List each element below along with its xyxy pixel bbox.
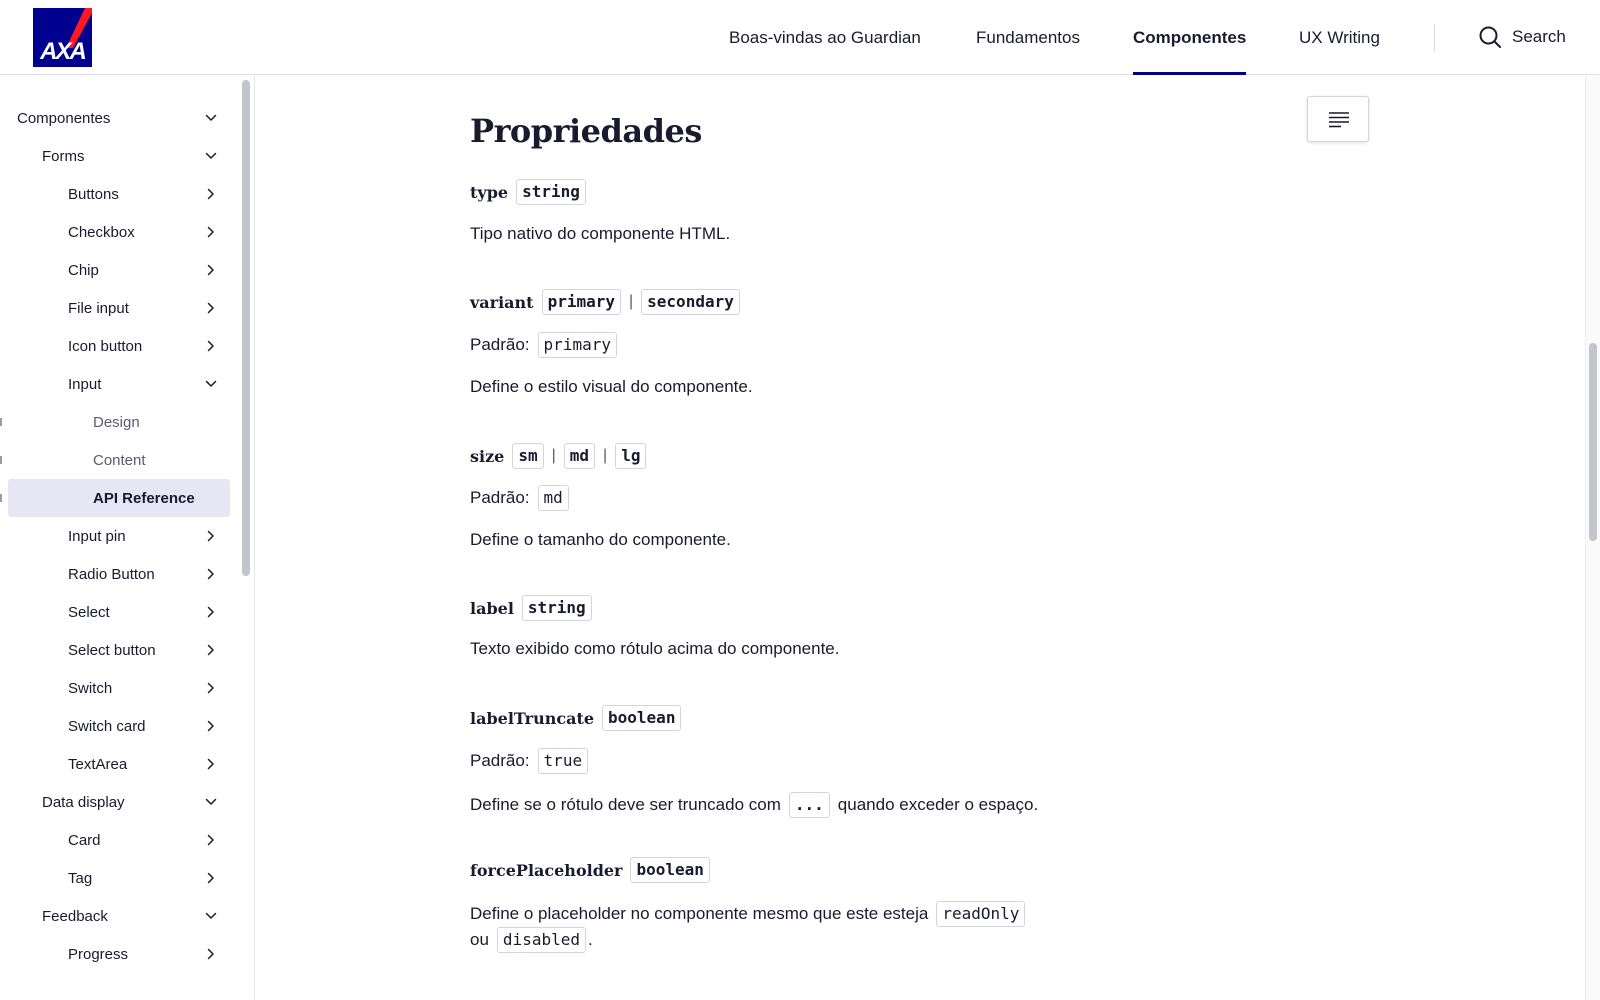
- prop-desc: Define o placeholder no componente mesmo que este esteja: [470, 904, 929, 923]
- prop-desc: Texto exibido como rótulo acima do componente.: [470, 639, 840, 658]
- tree-indicator: [0, 494, 2, 502]
- nav-divider: [1434, 24, 1435, 51]
- page-title: Propriedades: [470, 112, 702, 150]
- sidebar-item-chip[interactable]: [8, 251, 230, 289]
- sidebar-item-label: Design: [93, 413, 140, 431]
- sidebar-item-data-display[interactable]: [8, 783, 230, 821]
- prop-desc: Define se o rótulo deve ser truncado com: [470, 795, 781, 814]
- sidebar-item-label: Buttons: [68, 185, 119, 203]
- inline-code: disabled: [497, 927, 586, 953]
- chevron-down-icon[interactable]: [204, 149, 218, 163]
- prop-label-description: [470, 639, 839, 659]
- sidebar-item-label: Icon button: [68, 337, 143, 355]
- chevron-right-icon[interactable]: [204, 719, 218, 733]
- prop-forceplaceholder-heading: [470, 855, 710, 885]
- tree-indicator: [0, 456, 2, 464]
- prop-variant-description: [470, 377, 753, 397]
- sidebar-item-label: Componentes: [17, 109, 111, 127]
- chevron-right-icon[interactable]: [204, 187, 218, 201]
- prop-desc: Tipo nativo do componente HTML.: [470, 224, 731, 243]
- prop-type-badge: primary: [542, 289, 621, 315]
- prop-label-heading: [470, 593, 592, 623]
- sidebar-item-label: Content: [93, 451, 146, 469]
- sidebar-item-switch-card[interactable]: [8, 707, 230, 745]
- chevron-right-icon[interactable]: [204, 871, 218, 885]
- prop-name: label: [470, 598, 514, 618]
- type-separator: |: [629, 293, 634, 310]
- default-value: true: [538, 748, 589, 774]
- sidebar-item-label: Input pin: [68, 527, 126, 545]
- logo-text: AXA: [40, 38, 85, 65]
- prop-size-description: [470, 530, 731, 550]
- prop-labeltruncate-heading: [470, 703, 681, 733]
- sidebar-item-buttons[interactable]: [8, 175, 230, 213]
- sidebar-item-icon-button[interactable]: [8, 327, 230, 365]
- page-scrollbar-thumb[interactable]: [1589, 343, 1597, 541]
- nav-fundamentos[interactable]: Fundamentos: [976, 28, 1080, 47]
- sidebar-item-textarea[interactable]: [8, 745, 230, 783]
- sidebar-item-label: Radio Button: [68, 565, 155, 583]
- sidebar-item-label: Data display: [42, 793, 125, 811]
- default-value: md: [538, 485, 569, 511]
- search-button[interactable]: [1478, 22, 1566, 52]
- sidebar-item-radio-button[interactable]: [8, 555, 230, 593]
- sidebar-item-api-reference[interactable]: [8, 479, 230, 517]
- sidebar-item-file-input[interactable]: [8, 289, 230, 327]
- nav-ux-writing[interactable]: UX Writing: [1299, 28, 1380, 47]
- prop-type-badge: string: [516, 179, 586, 205]
- main-content: [255, 76, 1585, 1000]
- sidebar-item-label: Switch: [68, 679, 113, 697]
- table-of-contents-button[interactable]: [1307, 96, 1369, 142]
- top-header: [0, 0, 1600, 75]
- prop-size-heading: [470, 441, 646, 471]
- sidebar-item-input-pin[interactable]: [8, 517, 230, 555]
- sidebar-item-label: Switch card: [68, 717, 146, 735]
- sidebar-item-checkbox[interactable]: [8, 213, 230, 251]
- prop-type-badge: secondary: [641, 289, 740, 315]
- chevron-right-icon[interactable]: [204, 339, 218, 353]
- sidebar-item-label: Select: [68, 603, 110, 621]
- prop-type-badge: string: [522, 595, 592, 621]
- sidebar-item-input[interactable]: [8, 365, 230, 403]
- inline-code: readOnly: [936, 901, 1025, 927]
- prop-variant-default: [470, 332, 617, 358]
- prop-name: size: [470, 446, 505, 466]
- chevron-right-icon[interactable]: [204, 529, 218, 543]
- prop-size-default: [470, 485, 569, 511]
- prop-desc: Define o estilo visual do componente.: [470, 377, 753, 396]
- chevron-down-icon[interactable]: [204, 795, 218, 809]
- sidebar-item-design[interactable]: [8, 403, 230, 441]
- prop-type-badge: boolean: [602, 705, 681, 731]
- sidebar-item-label: Progress: [68, 945, 129, 963]
- chevron-right-icon[interactable]: [204, 681, 218, 695]
- tree-indicator: [0, 418, 2, 426]
- prop-forceplaceholder-description-cont: [470, 927, 593, 953]
- chevron-right-icon[interactable]: [204, 301, 218, 315]
- prop-name: labelTruncate: [470, 708, 595, 728]
- sidebar-item-card[interactable]: [8, 821, 230, 859]
- sidebar-item-label: Checkbox: [68, 223, 135, 241]
- default-label: Padrão:: [470, 488, 530, 507]
- prop-variant-heading: [470, 287, 740, 317]
- prop-labeltruncate-description: [470, 792, 1038, 818]
- prop-desc: ou: [470, 930, 489, 949]
- prop-type-badge: sm: [512, 443, 543, 469]
- chevron-right-icon[interactable]: [204, 643, 218, 657]
- sidebar-item-feedback[interactable]: [8, 897, 230, 935]
- sidebar-item-switch[interactable]: [8, 669, 230, 707]
- search-label: Search: [1512, 27, 1566, 46]
- sidebar-item-label: Select button: [68, 641, 156, 659]
- sidebar-item-label: Forms: [42, 147, 85, 165]
- nav-boas-vindas[interactable]: Boas-vindas ao Guardian: [729, 28, 921, 47]
- prop-labeltruncate-default: [470, 748, 588, 774]
- prop-name: variant: [470, 292, 534, 312]
- type-separator: |: [551, 447, 556, 464]
- sidebar-item-componentes[interactable]: [8, 99, 230, 137]
- chevron-down-icon[interactable]: [204, 111, 218, 125]
- prop-name: type: [470, 182, 509, 202]
- axa-logo[interactable]: [33, 8, 92, 67]
- prop-desc: .: [587, 930, 593, 949]
- sidebar-item-label: API Reference: [93, 489, 195, 507]
- chevron-right-icon[interactable]: [204, 263, 218, 277]
- default-label: Padrão:: [470, 335, 530, 354]
- chevron-right-icon[interactable]: [204, 605, 218, 619]
- chevron-right-icon[interactable]: [204, 833, 218, 847]
- sidebar-item-label: Input: [68, 375, 102, 393]
- sidebar-scrollbar[interactable]: [242, 80, 250, 576]
- nav-componentes[interactable]: Componentes: [1133, 0, 1246, 75]
- sidebar-item-tag[interactable]: [8, 859, 230, 897]
- sidebar-item-label: TextArea: [68, 755, 128, 773]
- chevron-down-icon[interactable]: [204, 909, 218, 923]
- prop-desc: quando exceder o espaço.: [837, 795, 1039, 814]
- prop-type-badge: md: [564, 443, 595, 469]
- prop-forceplaceholder-description: [470, 901, 1025, 927]
- sidebar-item-label: Feedback: [42, 907, 108, 925]
- chevron-right-icon[interactable]: [204, 947, 218, 961]
- chevron-down-icon[interactable]: [204, 377, 218, 391]
- sidebar-item-content[interactable]: [8, 441, 230, 479]
- chevron-right-icon[interactable]: [204, 225, 218, 239]
- sidebar-item-select[interactable]: [8, 593, 230, 631]
- chevron-right-icon[interactable]: [204, 567, 218, 581]
- default-value: primary: [538, 332, 617, 358]
- chevron-right-icon[interactable]: [204, 757, 218, 771]
- prop-desc: Define o tamanho do componente.: [470, 530, 731, 549]
- sidebar-item-label: Chip: [68, 261, 99, 279]
- prop-type-description: [470, 224, 730, 244]
- default-label: Padrão:: [470, 751, 530, 770]
- prop-name: forcePlaceholder: [470, 860, 623, 880]
- prop-type-badge: lg: [615, 443, 646, 469]
- table-of-contents-icon: [1328, 111, 1350, 129]
- sidebar-item-label: File input: [68, 299, 129, 317]
- sidebar-item-select-button[interactable]: [8, 631, 230, 669]
- prop-type-badge: boolean: [630, 857, 709, 883]
- type-separator: |: [603, 447, 608, 464]
- prop-type-heading: [470, 177, 586, 207]
- sidebar-item-progress[interactable]: [8, 935, 230, 973]
- sidebar-item-label: Tag: [68, 869, 93, 887]
- search-icon: [1478, 25, 1502, 49]
- sidebar-nav: [0, 76, 238, 1000]
- sidebar-item-forms[interactable]: [8, 137, 230, 175]
- inline-code: ...: [789, 792, 830, 818]
- sidebar-item-label: Card: [68, 831, 101, 849]
